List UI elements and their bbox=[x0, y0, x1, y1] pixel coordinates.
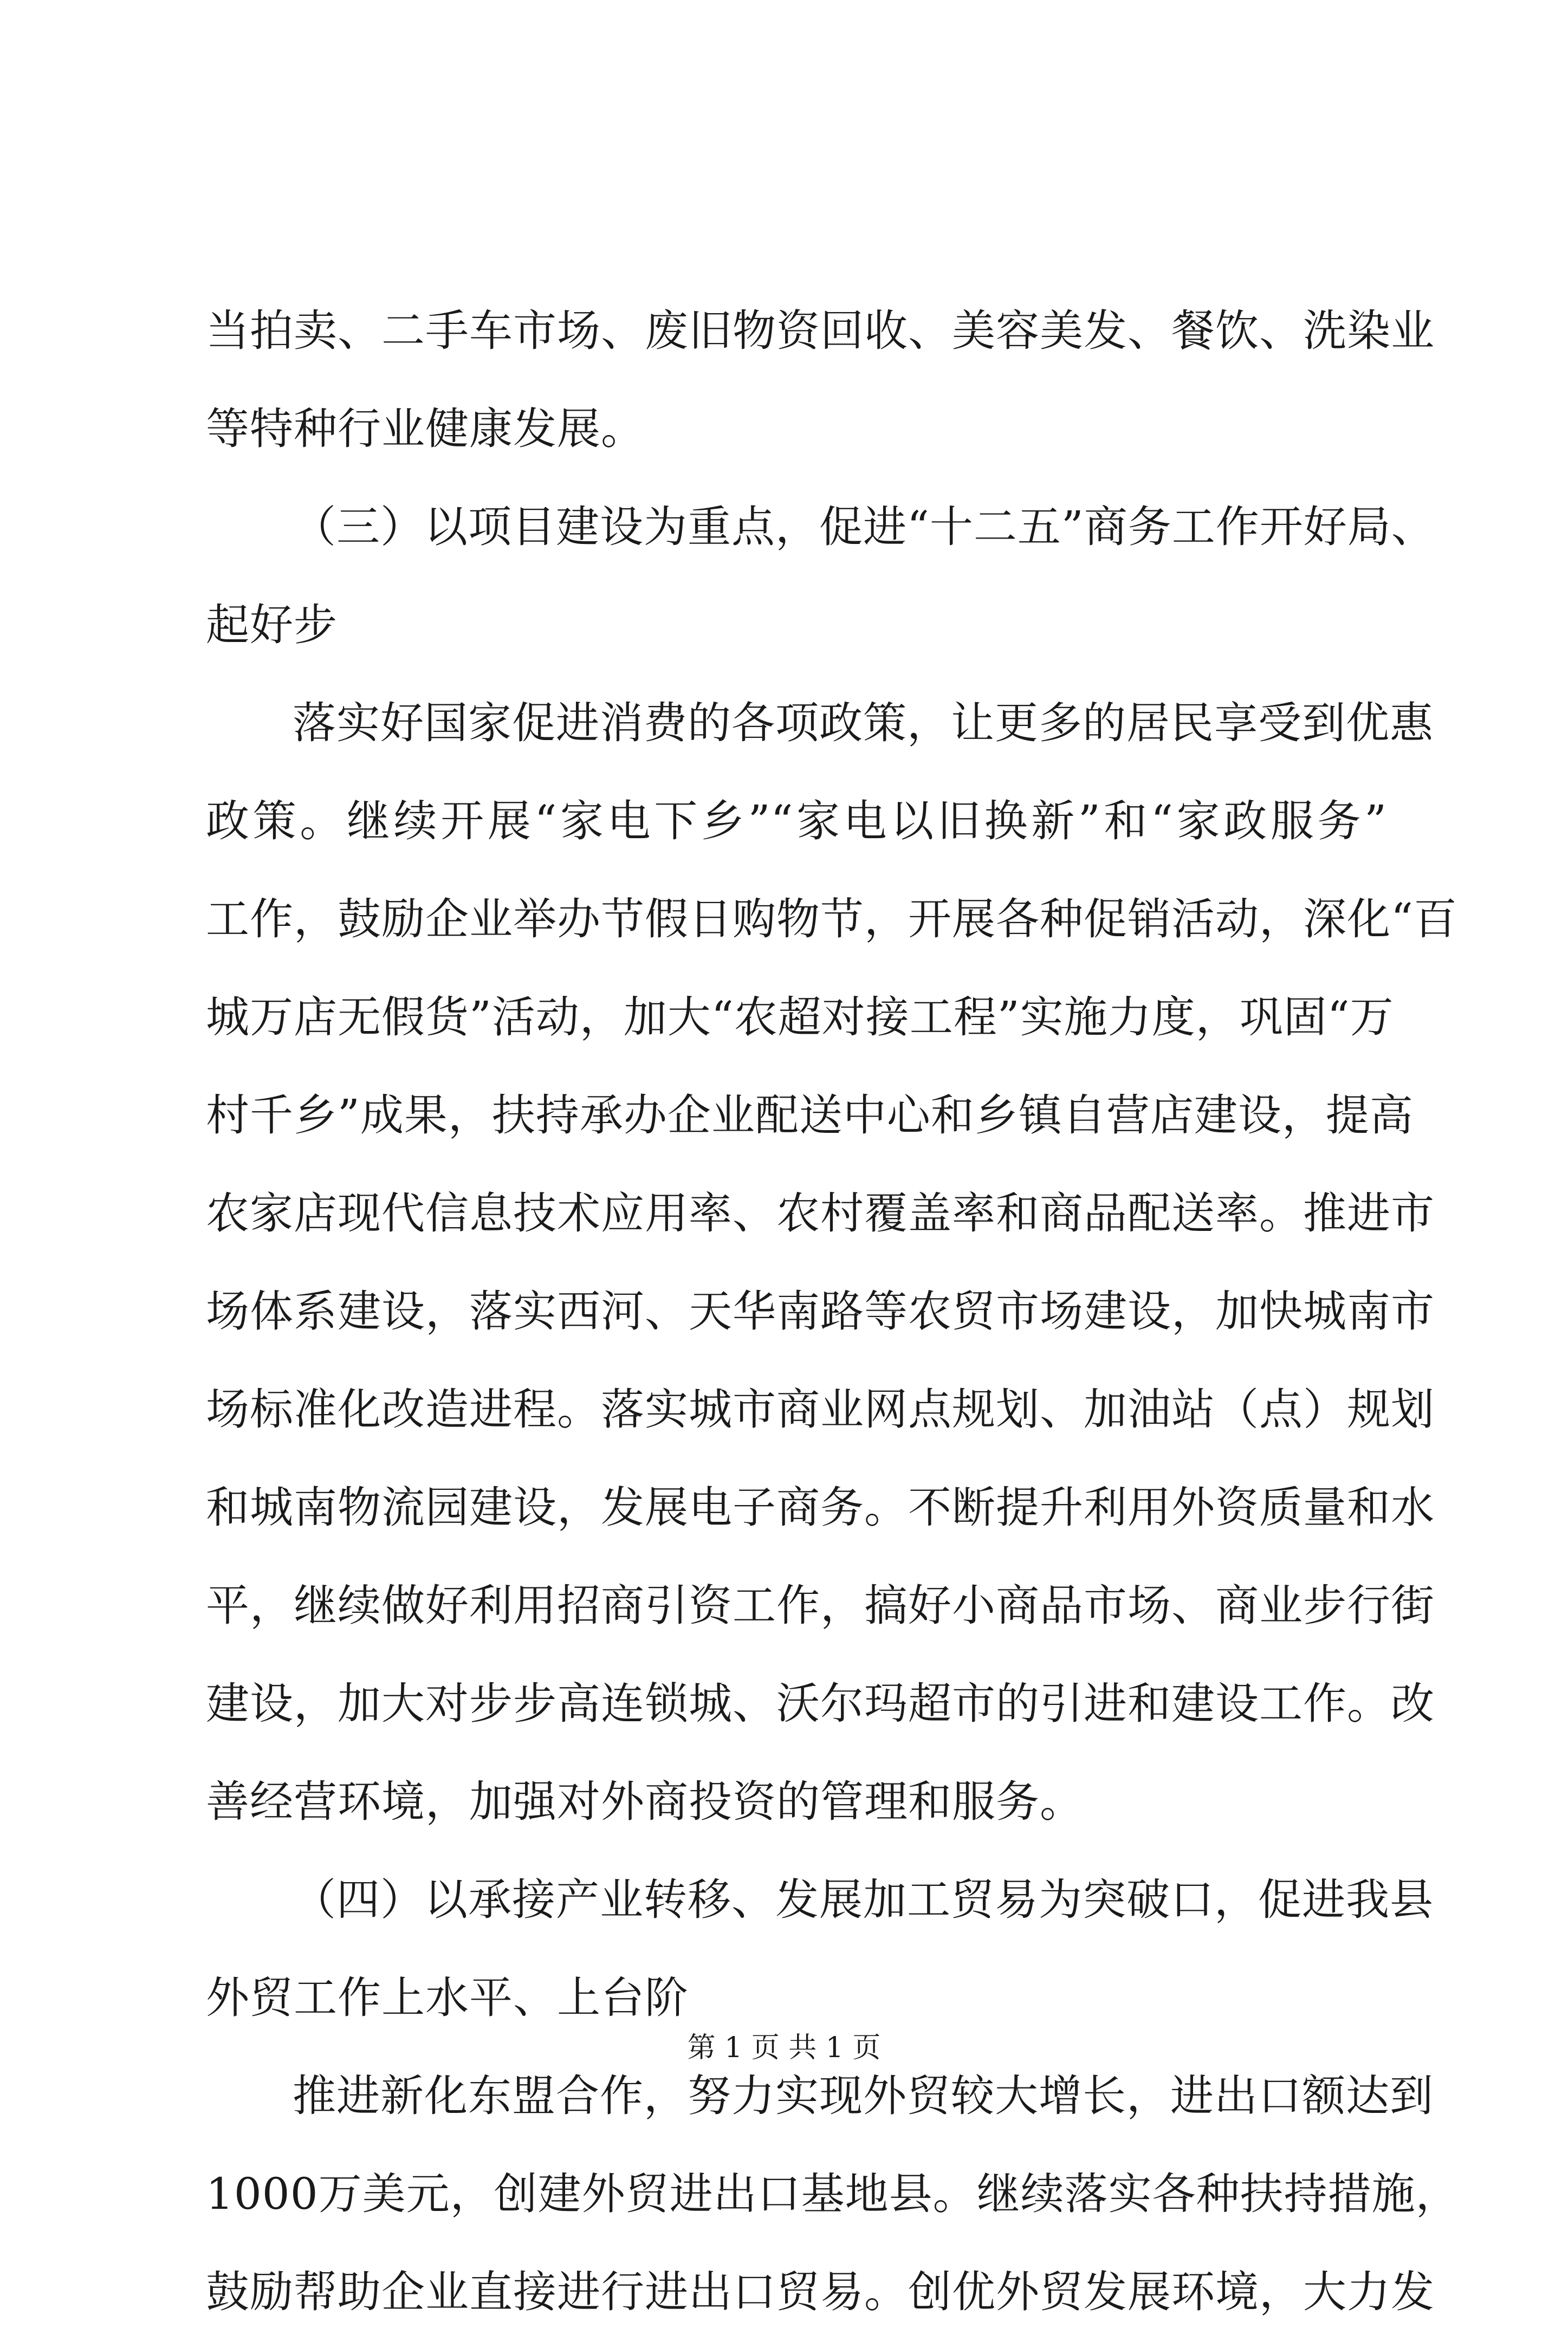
text-line: 政策。继续开展“家电下乡”“家电以旧换新”和“家政服务” bbox=[206, 796, 1387, 846]
text-line: 推进新化东盟合作，努力实现外贸较大增长，进出口额达到 bbox=[293, 2071, 1434, 2121]
text-line: 等特种行业健康发展。 bbox=[206, 404, 645, 454]
text-line: 场体系建设，落实西河、天华南路等农贸市场建设，加快城南市 bbox=[206, 1286, 1435, 1337]
section-heading-line: 起好步 bbox=[206, 600, 338, 650]
text-line: 和城南物流园建设，发展电子商务。不断提升利用外资质量和水 bbox=[206, 1482, 1435, 1533]
text-line: 场标准化改造进程。落实城市商业网点规划、加油站（点）规划 bbox=[206, 1384, 1435, 1435]
text-line: 城万店无假货”活动，加大“农超对接工程”实施力度，巩固“万 bbox=[206, 992, 1394, 1042]
section-heading-line: （四）以承接产业转移、发展加工贸易为突破口，促进我县 bbox=[293, 1875, 1434, 1925]
text-line: 农家店现代信息技术应用率、农村覆盖率和商品配送率。推进市 bbox=[206, 1188, 1435, 1238]
text-line: 平，继续做好利用招商引资工作，搞好小商品市场、商业步行街 bbox=[206, 1580, 1435, 1631]
text-line: 工作，鼓励企业举办节假日购物节，开展各种促销活动，深化“百 bbox=[206, 894, 1457, 944]
text-line: 善经营环境，加强对外商投资的管理和服务。 bbox=[206, 1776, 1084, 1827]
text-line: 当拍卖、二手车市场、废旧物资回收、美容美发、餐饮、洗染业 bbox=[206, 306, 1435, 356]
text-line: 鼓励帮助企业直接进行进出口贸易。创优外贸发展环境，大力发 bbox=[206, 2267, 1435, 2317]
section-heading-line: （三）以项目建设为重点，促进“十二五”商务工作开好局、 bbox=[293, 502, 1435, 552]
text-line: 1000万美元，创建外贸进出口基地县。继续落实各种扶持措施， bbox=[206, 2169, 1460, 2219]
section-heading-line: 外贸工作上水平、上台阶 bbox=[206, 1973, 689, 2023]
page-footer: 第 1 页 共 1 页 bbox=[687, 2032, 881, 2064]
text-line: 建设，加大对步步高连锁城、沃尔玛超市的引进和建设工作。改 bbox=[206, 1678, 1435, 1729]
text-line: 村千乡”成果，扶持承办企业配送中心和乡镇自营店建设，提高 bbox=[206, 1090, 1414, 1140]
text-line: 落实好国家促进消费的各项政策，让更多的居民享受到优惠 bbox=[293, 698, 1434, 748]
